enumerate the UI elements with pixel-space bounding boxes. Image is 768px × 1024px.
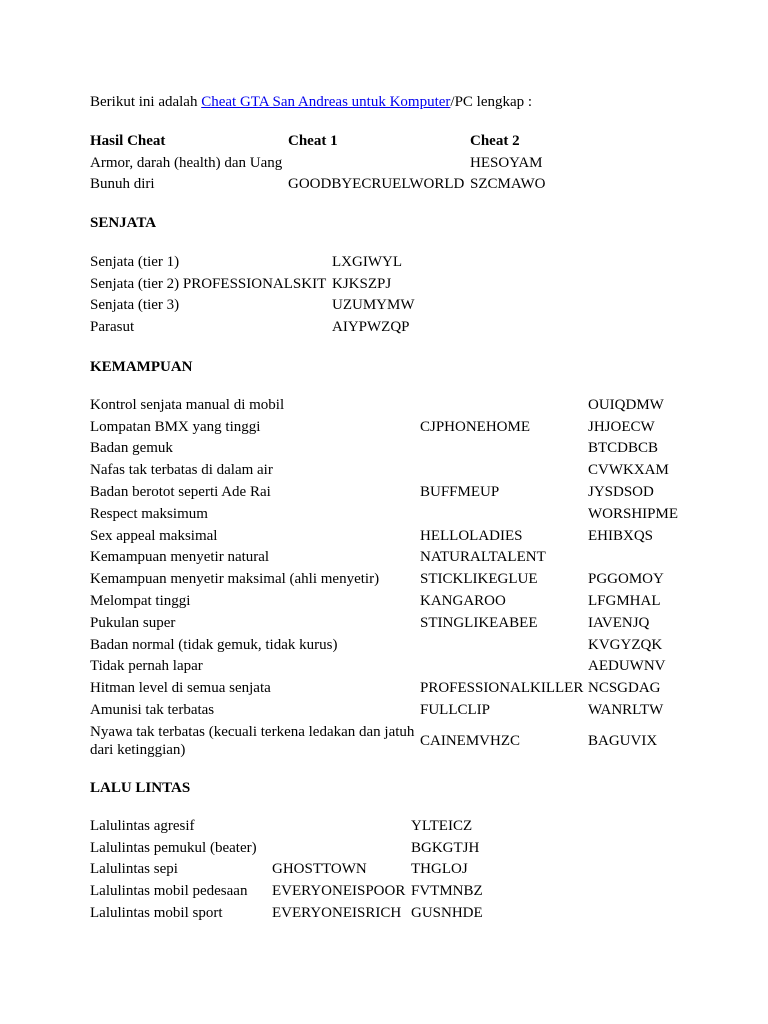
table-cell: Armor, darah (health) dan Uang [90,154,283,171]
table-cell: Respect maksimum [90,505,208,522]
header-hasil-cheat: Hasil Cheat [90,132,166,149]
table-cell: Sex appeal maksimal [90,527,218,544]
table-cell: THGLOJ [411,861,468,878]
senjata-table [88,251,417,338]
table-row [88,459,680,481]
table-cell: Lompatan BMX yang tinggi [90,418,261,435]
table-cell: KVGYZQK [588,636,663,653]
table-cell: NATURALTALENT [420,549,546,566]
table-row [88,815,485,837]
table-cell: BTCDBCB [588,440,659,457]
table-cell: Lalulintas mobil sport [90,905,223,922]
table-cell: Lalulintas mobil pedesaan [90,883,248,900]
table-cell: HESOYAM [470,154,543,171]
table-row [88,251,417,273]
lalu-lintas-table [88,815,485,924]
table-cell [586,547,680,569]
table-cell [286,152,468,174]
table-cell: YLTEICZ [411,817,473,834]
table-cell: Badan normal (tidak gemuk, tidak kurus) [90,636,338,653]
table-cell [270,815,409,837]
table-row [88,880,485,902]
table-cell: Kontrol senjata manual di mobil [90,396,285,413]
intro-paragraph [90,92,532,112]
table-cell [418,634,586,656]
table-cell: Senjata (tier 2) PROFESSIONALSKIT [90,275,327,292]
table-row [88,416,680,438]
table-row [88,590,680,612]
table-cell: FULLCLIP [420,702,491,719]
table-header-row [88,130,547,152]
table-cell: HELLOLADIES [420,527,523,544]
table-cell: BGKGTJH [411,839,480,856]
table-cell [418,394,586,416]
table-cell: STINGLIKEABEE [420,614,538,631]
header-cheat-2: Cheat 2 [470,132,520,149]
table-cell: LXGIWYL [332,253,402,270]
table-cell: SZCMAWO [470,176,546,193]
section-title-senjata: SENJATA [90,215,157,231]
table-cell: CVWKXAM [588,462,669,479]
table-cell: Melompat tinggi [90,593,191,610]
table-cell: Senjata (tier 1) [90,253,180,270]
table-cell: Bunuh diri [90,176,155,193]
table-cell [418,503,586,525]
table-cell: NCSGDAG [588,680,661,697]
table-cell: WORSHIPME [588,505,679,522]
table-cell [418,656,586,678]
table-cell: CAINEMVHZC [420,732,520,749]
table-row [88,295,417,317]
section-title-kemampuan: KEMAMPUAN [90,359,193,375]
table-cell: Kemampuan menyetir natural [90,549,270,566]
table-cell [418,459,586,481]
intro-link[interactable]: Cheat GTA San Andreas untuk Komputer [201,94,451,110]
table-cell: PROFESSIONALKILLER [420,680,584,697]
table-cell: UZUMYMW [332,297,415,314]
table-cell: Parasut [90,319,135,336]
table-cell: Pukulan super [90,614,176,631]
table-row [88,568,680,590]
table-cell: EVERYONEISRICH [272,905,402,922]
table-row [88,525,680,547]
table-cell [270,837,409,859]
table-row [88,547,680,569]
table-cell: LFGMHAL [588,593,661,610]
table-row [88,316,417,338]
table-cell: FVTMNBZ [411,883,483,900]
header-cheat-1: Cheat 1 [288,132,338,149]
table-cell: Lalulintas agresif [90,817,195,834]
table-row [88,859,485,881]
table-row [88,902,485,924]
table-row [88,174,547,196]
table-row [88,503,680,525]
table-cell: BUFFMEUP [420,484,500,501]
table-row [88,699,680,721]
table-cell: AEDUWNV [588,658,666,675]
table-cell: Kemampuan menyetir maksimal (ahli menyetir) [90,571,380,588]
table-cell: PGGOMOY [588,571,664,588]
table-cell: Amunisi tak terbatas [90,702,215,719]
table-cell: JHJOECW [588,418,655,435]
table-cell: GUSNHDE [411,905,483,922]
intro-prefix: Berikut ini adalah [90,94,202,110]
table-cell: Lalulintas sepi [90,861,178,878]
table-row [88,481,680,503]
table-row [88,394,680,416]
table-cell: WANRLTW [588,702,664,719]
table-row [88,152,547,174]
table-cell: JYSDSOD [588,484,654,501]
kemampuan-table [88,394,680,761]
table-row [88,273,417,295]
table-cell: KANGAROO [420,593,506,610]
table-cell: Tidak pernah lapar [90,658,203,675]
table-row [88,634,680,656]
table-row [88,612,680,634]
table-cell: EHIBXQS [588,527,654,544]
main-cheat-table [88,130,547,195]
table-cell: GHOSTTOWN [272,861,367,878]
table-cell: OUIQDMW [588,396,664,413]
table-row [88,837,485,859]
table-cell: CJPHONEHOME [420,418,531,435]
table-cell: STICKLIKEGLUE [420,571,538,588]
table-cell [418,438,586,460]
table-cell: Nyawa tak terbatas (kecuali terkena ledakan dan jatuh dari ketinggian) [90,723,415,758]
table-cell: Senjata (tier 3) [90,297,180,314]
table-cell: AIYPWZQP [332,319,410,336]
table-cell: Hitman level di semua senjata [90,680,271,697]
table-row [88,677,680,699]
table-row [88,656,680,678]
table-cell: GOODBYECRUELWORLD [288,176,465,193]
table-cell: BAGUVIX [588,732,658,749]
table-cell: KJKSZPJ [332,275,392,292]
table-cell: IAVENJQ [588,614,650,631]
table-cell: Badan gemuk [90,440,173,457]
table-cell: Nafas tak terbatas di dalam air [90,462,273,479]
table-row [88,721,680,761]
table-cell: Lalulintas pemukul (beater) [90,839,257,856]
table-cell: Badan berotot seperti Ade Rai [90,484,271,501]
intro-suffix: /PC lengkap : [450,94,533,110]
section-title-lalu-lintas: LALU LINTAS [90,780,191,796]
table-cell: EVERYONEISPOOR [272,883,406,900]
table-row [88,438,680,460]
